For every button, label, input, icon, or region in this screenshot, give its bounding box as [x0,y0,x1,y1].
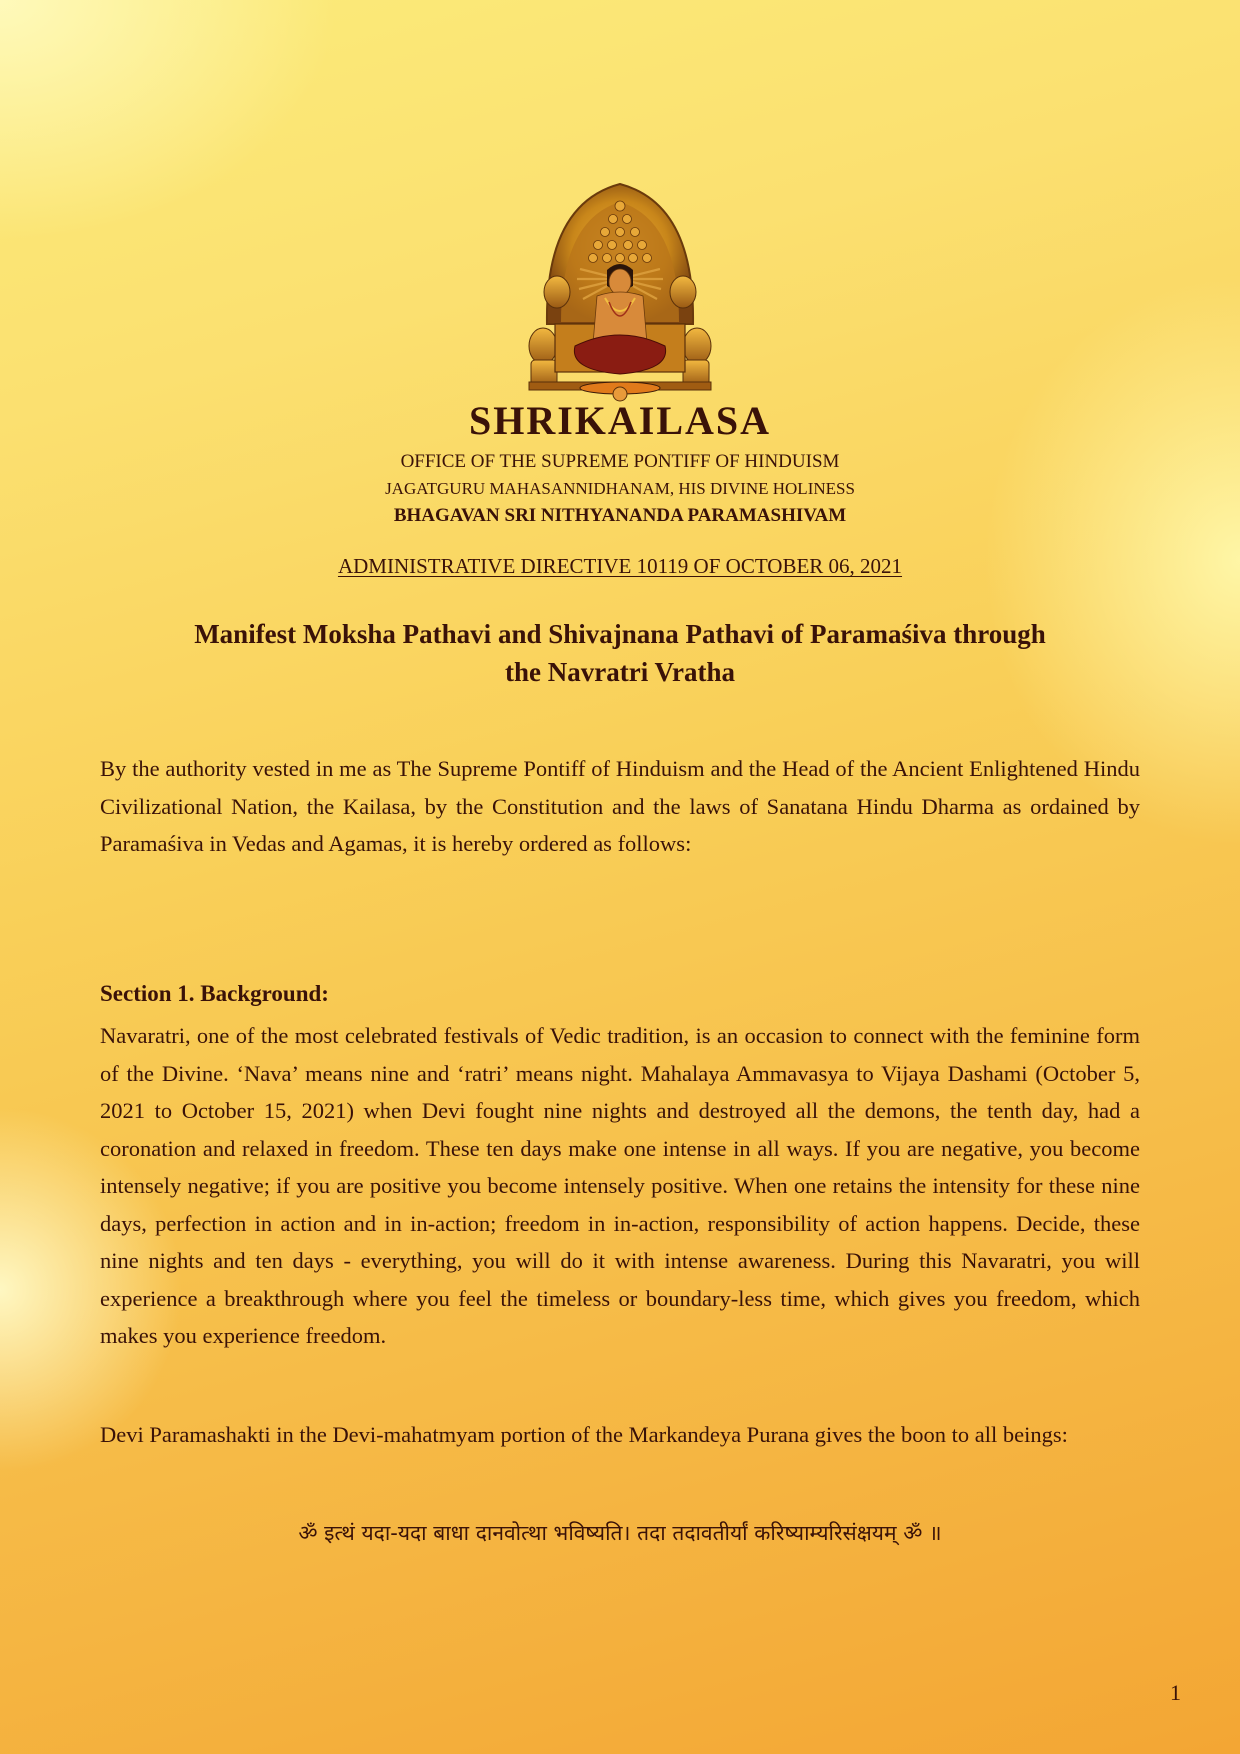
organization-name: SHRIKAILASA [468,398,772,443]
document-title [100,615,1140,691]
devi-paragraph: Devi Paramashakti in the Devi-mahatmyam portion of the Markandeya Purana gives the boon to all beings: [100,1422,1068,1447]
office-line-title: OFFICE OF THE SUPREME PONTIFF OF HINDUISM [400,451,840,472]
page-number: 1 [1170,1680,1181,1705]
sanskrit-verse: ॐ इत्थं यदा-यदा बाधा दानवोत्था भविष्यति। तदा तदावतीर्यां करिष्याम्यरिसंक्षयम् ॐ ॥ [298,1521,942,1545]
intro-paragraph: By the authority vested in me as The Supreme Pontiff of Hinduism and the Head of the Ancient Enlightened Hindu Civilizational Nation, the Kailasa, by the Constitution and the laws of Sanatana Hindu Dharma as ordained by Paramaśiva in Vedas and Agamas, it is hereby ordered as follows: [100,756,1140,856]
office-line-name: BHAGAVAN SRI NITHYANANDA PARAMASHIVAM [393,505,847,526]
document-title-line-1: Manifest Moksha Pathavi and Shivajnana Pathavi of Paramaśiva through [194,619,1046,649]
throne-deity-emblem-icon [525,174,715,402]
directive-number: ADMINISTRATIVE DIRECTIVE 10119 OF OCTOBER 06, 2021 [337,554,903,578]
background-paragraph: Navaratri, one of the most celebrated festivals of Vedic tradition, is an occasion to connect with the feminine form of the Divine. ‘Nava’ means nine and ‘ratri’ means night. Mahalaya Ammavasya to Vijaya Dashami (October 5, 2021 to October 15, 2021) when Devi fought nine nights and destroyed all the demons, the tenth day, had a coronation and relaxed in freedom. These ten days make one intense in all ways. If you are negative, you become intensely negative; if you are positive you become intensely positive. When one retains the intensity for these nine days, perfection in action and in in-action; freedom in in-action, responsibility of action happens. Decide, these nine nights and ten days - everything, you will do it with intense awareness. During this Navaratri, you will experience a breakthrough where you feel the timeless or boundary-less time, which gives you freedom, which makes you experience freedom. [100,1023,1140,1348]
document-title-line-2: the Navratri Vratha [505,657,735,687]
section-heading: Section 1. Background: [100,981,329,1006]
office-line-honorific: JAGATGURU MAHASANNIDHANAM, HIS DIVINE HOLINESS [385,479,855,498]
